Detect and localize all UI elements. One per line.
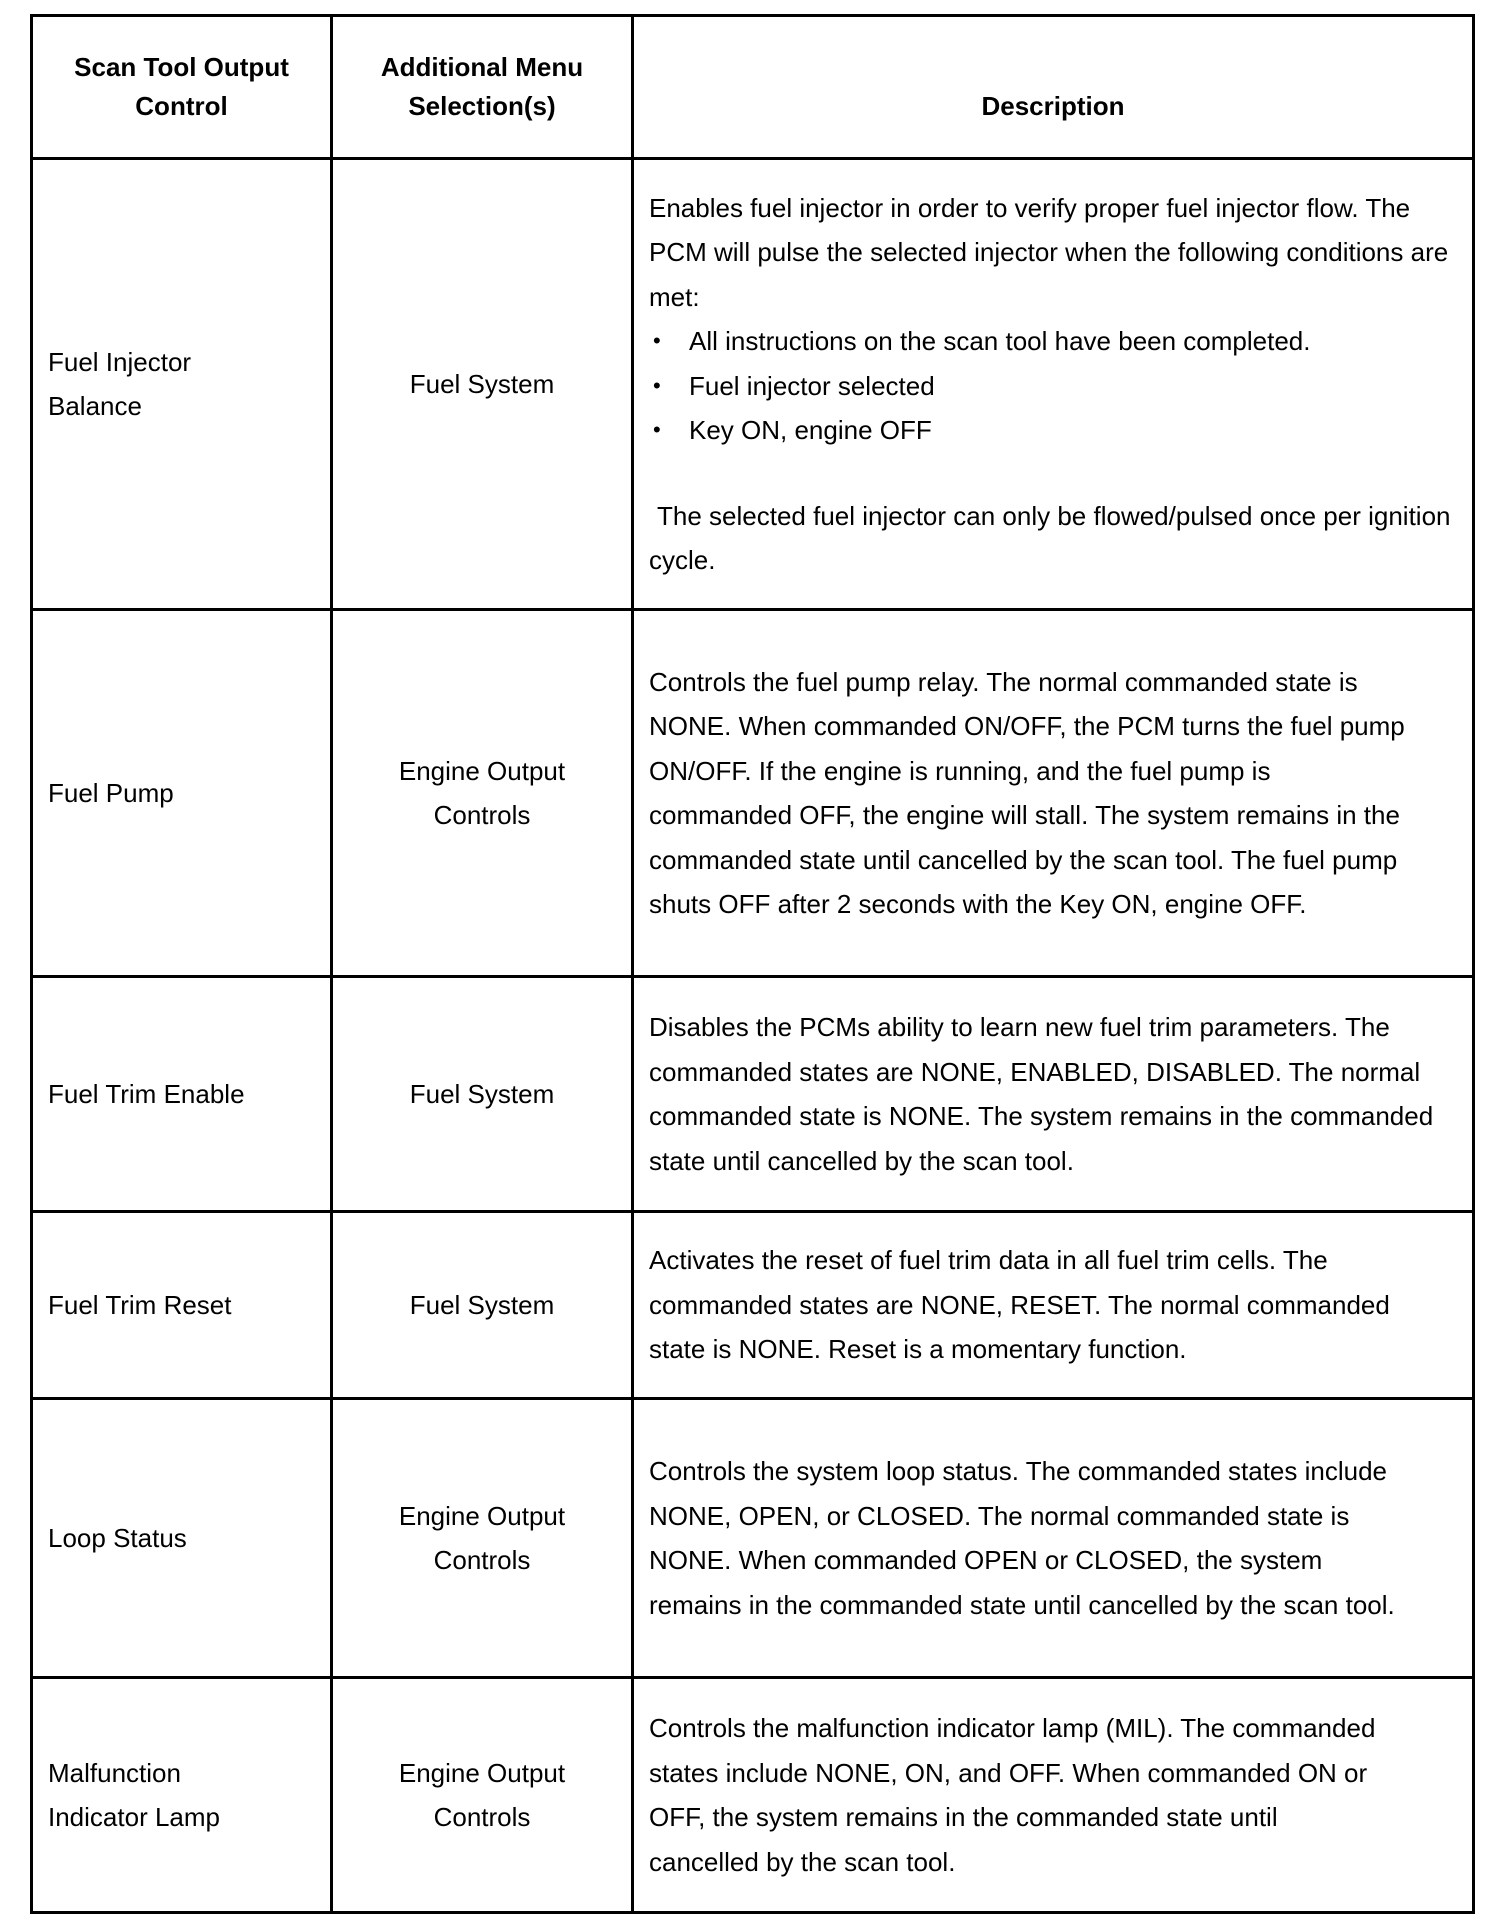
list-item <box>649 319 1457 364</box>
list-item-text: Fuel injector selected <box>689 370 935 401</box>
cell-control <box>32 977 332 1212</box>
menu-selection-line: Engine Output <box>398 755 566 786</box>
cell-control <box>32 610 332 977</box>
conditions-list <box>649 319 1457 453</box>
description-text: Enables fuel injector in order to verify proper fuel injector flow. The PCM will pulse the selected injector when the following conditions are met: <box>649 192 1449 312</box>
list-item <box>649 364 1457 409</box>
menu-selection-line: Engine Output <box>398 1757 566 1788</box>
cell-menu <box>332 977 633 1212</box>
header-menu-line: Additional Menu <box>380 52 584 82</box>
control-name: Loop Status <box>48 1522 187 1553</box>
cell-description <box>633 610 1474 977</box>
control-name: Fuel Pump <box>48 777 174 808</box>
cell-description <box>633 1399 1474 1678</box>
list-item-text: Key ON, engine OFF <box>689 415 932 445</box>
menu-selection-line: Controls <box>433 800 531 830</box>
description-text: Controls the system loop status. The commanded states include NONE, OPEN, or CLOSED. The normal commanded state is NONE. When commanded OPEN or CLOSED, the system remains in the commanded state until cancelled by the scan tool. <box>649 1456 1395 1620</box>
control-name: Fuel Trim Reset <box>48 1289 232 1320</box>
cell-description <box>633 159 1474 610</box>
description-text: Controls the malfunction indicator lamp (MIL). The commanded states include NONE, ON, and OFF. When commanded ON or OFF, the system remains in the commanded state until cancelled by the scan tool. <box>649 1713 1376 1877</box>
menu-selection-line: Engine Output <box>398 1500 566 1531</box>
menu-selection-line: Fuel System <box>409 368 555 399</box>
bullet-icon: • <box>653 328 661 353</box>
menu-selection-line: Controls <box>433 1545 531 1575</box>
header-menu-line: Selection(s) <box>408 91 556 121</box>
document-page <box>30 14 1472 1914</box>
header-description: Description <box>633 16 1474 159</box>
table-row <box>32 610 1474 977</box>
header-control-line: Control <box>135 91 228 121</box>
cell-description <box>633 977 1474 1212</box>
header-additional-menu-selections <box>332 16 633 159</box>
table-row <box>32 159 1474 610</box>
cell-menu <box>332 610 633 977</box>
cell-menu <box>332 159 633 610</box>
menu-selection-line: Fuel System <box>409 1289 555 1320</box>
description-text: Activates the reset of fuel trim data in all fuel trim cells. The commanded states are NONE, RESET. The normal commanded state is NONE. Reset is a momentary function. <box>649 1245 1390 1365</box>
cell-control <box>32 1678 332 1913</box>
control-name: Fuel Trim Enable <box>48 1078 245 1109</box>
table-row <box>32 1399 1474 1678</box>
cell-control <box>32 159 332 610</box>
header-control-line: Scan Tool Output <box>74 52 289 82</box>
cell-control <box>32 1399 332 1678</box>
control-name: Malfunction Indicator Lamp <box>48 1757 220 1832</box>
menu-selection-line: Fuel System <box>409 1078 555 1109</box>
cell-menu <box>332 1399 633 1678</box>
description-text: Controls the fuel pump relay. The normal commanded state is NONE. When commanded ON/OFF, the PCM turns the fuel pump ON/OFF. If the engine is running, and the fuel pump is commanded OFF, the engine will stall. The system remains in the commanded state until cancelled by the scan tool. The fuel pump shuts OFF after 2 seconds with the Key ON, engine OFF. <box>649 666 1405 919</box>
description-note: The selected fuel injector can only be flowed/pulsed once per ignition cycle. <box>649 500 1451 575</box>
header-scan-tool-output-control <box>32 16 332 159</box>
table-row <box>32 1212 1474 1399</box>
cell-description <box>633 1212 1474 1399</box>
list-item-text: All instructions on the scan tool have been completed. <box>689 326 1311 356</box>
cell-description <box>633 1678 1474 1913</box>
output-controls-table <box>30 14 1475 1914</box>
table-row <box>32 977 1474 1212</box>
bullet-icon: • <box>653 372 661 398</box>
control-name: Fuel Injector Balance <box>48 346 192 421</box>
bullet-icon: • <box>653 417 661 442</box>
cell-control <box>32 1212 332 1399</box>
description-text: Disables the PCMs ability to learn new fuel trim parameters. The commanded states are NONE, ENABLED, DISABLED. The normal commanded state is NONE. The system remains in the commanded state until cancelled by the scan tool. <box>649 1012 1434 1176</box>
cell-menu <box>332 1678 633 1913</box>
menu-selection-line: Controls <box>433 1802 531 1832</box>
table-row <box>32 1678 1474 1913</box>
cell-menu <box>332 1212 633 1399</box>
list-item <box>649 408 1457 453</box>
table-header-row <box>32 16 1474 159</box>
